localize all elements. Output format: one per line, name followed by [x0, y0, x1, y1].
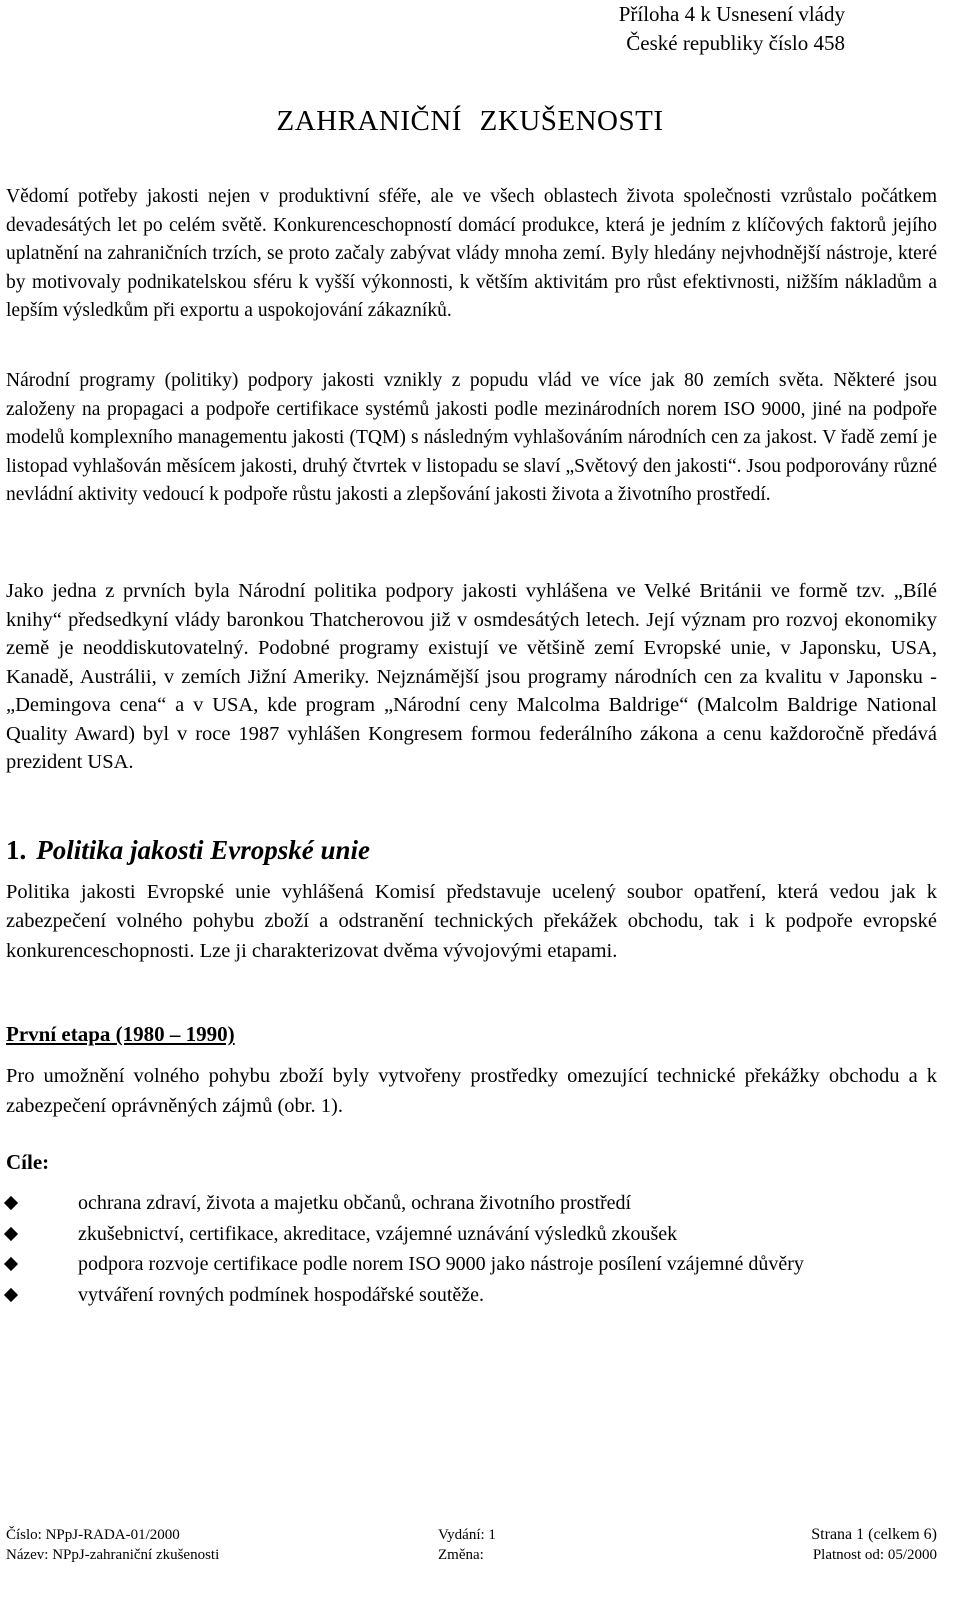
footer-change: Změna: — [438, 1547, 484, 1563]
list-item — [6, 1250, 937, 1279]
list-item — [6, 1189, 937, 1218]
footer-name: Název: NPpJ-zahraniční zkušenosti — [6, 1547, 220, 1563]
footer-number: Číslo: NPpJ-RADA-01/2000 — [6, 1527, 180, 1543]
footer-edition: Vydání: 1 — [438, 1527, 496, 1543]
paragraph-uk-policy: Jako jedna z prvních byla Národní politika podpory jakosti vyhlášena ve Velké Británii ve formě tzv. „Bílé knihy“ předsedkyní vlády baronkou Thatcherovou již v osmdesátých letech. Její význam pro rozvoj ekonomiky země je neoddiskutovatelný. Podobné programy existují ve většině zemí Evropské unie, v Japonsku, USA, Kanadě, Austrálii, v zemích Jižní Ameriky. Nejznámější jsou programy národních cen za kvalitu v Japonsku - „Demingova cena“ a v USA, kde program „Národní ceny Malcolma Baldrige“ (Malcolm Baldrige National Quality Award) byl v roce 1987 vyhlášen Kongresem formou federálního zákona a cenu každoročně předává prezident USA. — [6, 580, 937, 773]
diamond-bullet-icon — [4, 1287, 18, 1301]
stage-heading: První etapa (1980 – 1990) — [6, 1022, 235, 1046]
list-item — [6, 1220, 937, 1249]
paragraph-stage: Pro umožnění volného pohybu zboží byly vytvořeny prostředky omezující technické překážky obchodu a k zabezpečení oprávněných zájmů (obr. 1). — [6, 1065, 937, 1117]
page-title: ZAHRANIČNÍ ZKUŠENOSTI — [276, 105, 664, 137]
list-item — [6, 1281, 937, 1310]
footer-valid: Platnost od: 05/2000 — [812, 1547, 937, 1563]
paragraph-national-programs: Národní programy (politiky) podpory jakosti vznikly z popudu vlád ve více jak 80 zemích světa. Některé jsou založeny na propagaci a podpoře certifikace systémů jakosti podle mezinárodních norem ISO 9000, jiné na podpoře modelů komplexního managementu jakosti (TQM) s následným vyhlašováním národních cen za jakost. V řadě zemí je listopad vyhlašován měsícem jakosti, druhý čtvrtek v listopadu se slaví „Světový den jakosti“. Jsou podporovány různé nevládní aktivity vedoucí k podpoře růstu jakosti a zlepšování jakosti života a životního prostředí. — [6, 370, 937, 505]
list-item-text: ochrana zdraví, života a majetku občanů, ochrana životního prostředí — [78, 1192, 632, 1214]
diamond-bullet-icon — [4, 1226, 18, 1240]
paragraph-eu-policy: Politika jakosti Evropské unie vyhlášená Komisí představuje ucelený soubor opatření, která vedou jak k zabezpečení volného pohybu zboží a odstranění technických překážek obchodu, tak i k podpoře evropské konkurenceschopnosti. Lze ji charakterizovat dvěma vývojovými etapami. — [6, 881, 937, 962]
annex-line-1: Příloha 4 k Usnesení vlády — [618, 2, 845, 26]
list-item-text: zkušebnictví, certifikace, akreditace, vzájemné uznávání výsledků zkoušek — [78, 1222, 678, 1245]
paragraph-intro: Vědomí potřeby jakosti nejen v produktivní sféře, ale ve všech oblastech života společnosti vzrůstalo počátkem devadesátých let po celém světě. Konkurenceschopností domácí produkce, která je jedním z klíčových faktorů jejího uplatnění na zahraničních trzích, se proto začaly zabývat vlády mnoha zemí. Byly hledány nejvhodnější nástroje, které by motivovaly podnikatelskou sféru k vyšší výkonnosti, k větším aktivitám pro růst efektivnosti, nižším nákladům a lepším výsledkům při exportu a uspokojování zákazníků. — [6, 186, 937, 322]
section-title: Politika jakosti Evropské unie — [36, 835, 371, 865]
diamond-bullet-icon — [4, 1257, 18, 1271]
annex-header — [545, 0, 845, 58]
section-number: 1. — [6, 835, 27, 865]
list-item-text: vytváření rovných podmínek hospodářské soutěže. — [78, 1283, 485, 1306]
goals-heading: Cíle: — [6, 1150, 50, 1174]
footer-page: Strana 1 (celkem 6) — [811, 1526, 937, 1543]
page-footer — [6, 1525, 937, 1565]
list-item-text: podpora rozvoje certifikace podle norem ISO 9000 jako nástroje posílení vzájemné důvěry — [78, 1253, 804, 1275]
section-heading — [6, 833, 370, 867]
annex-line-2: České republiky číslo 458 — [626, 31, 845, 55]
goals-list — [6, 1189, 937, 1311]
diamond-bullet-icon — [4, 1196, 18, 1210]
